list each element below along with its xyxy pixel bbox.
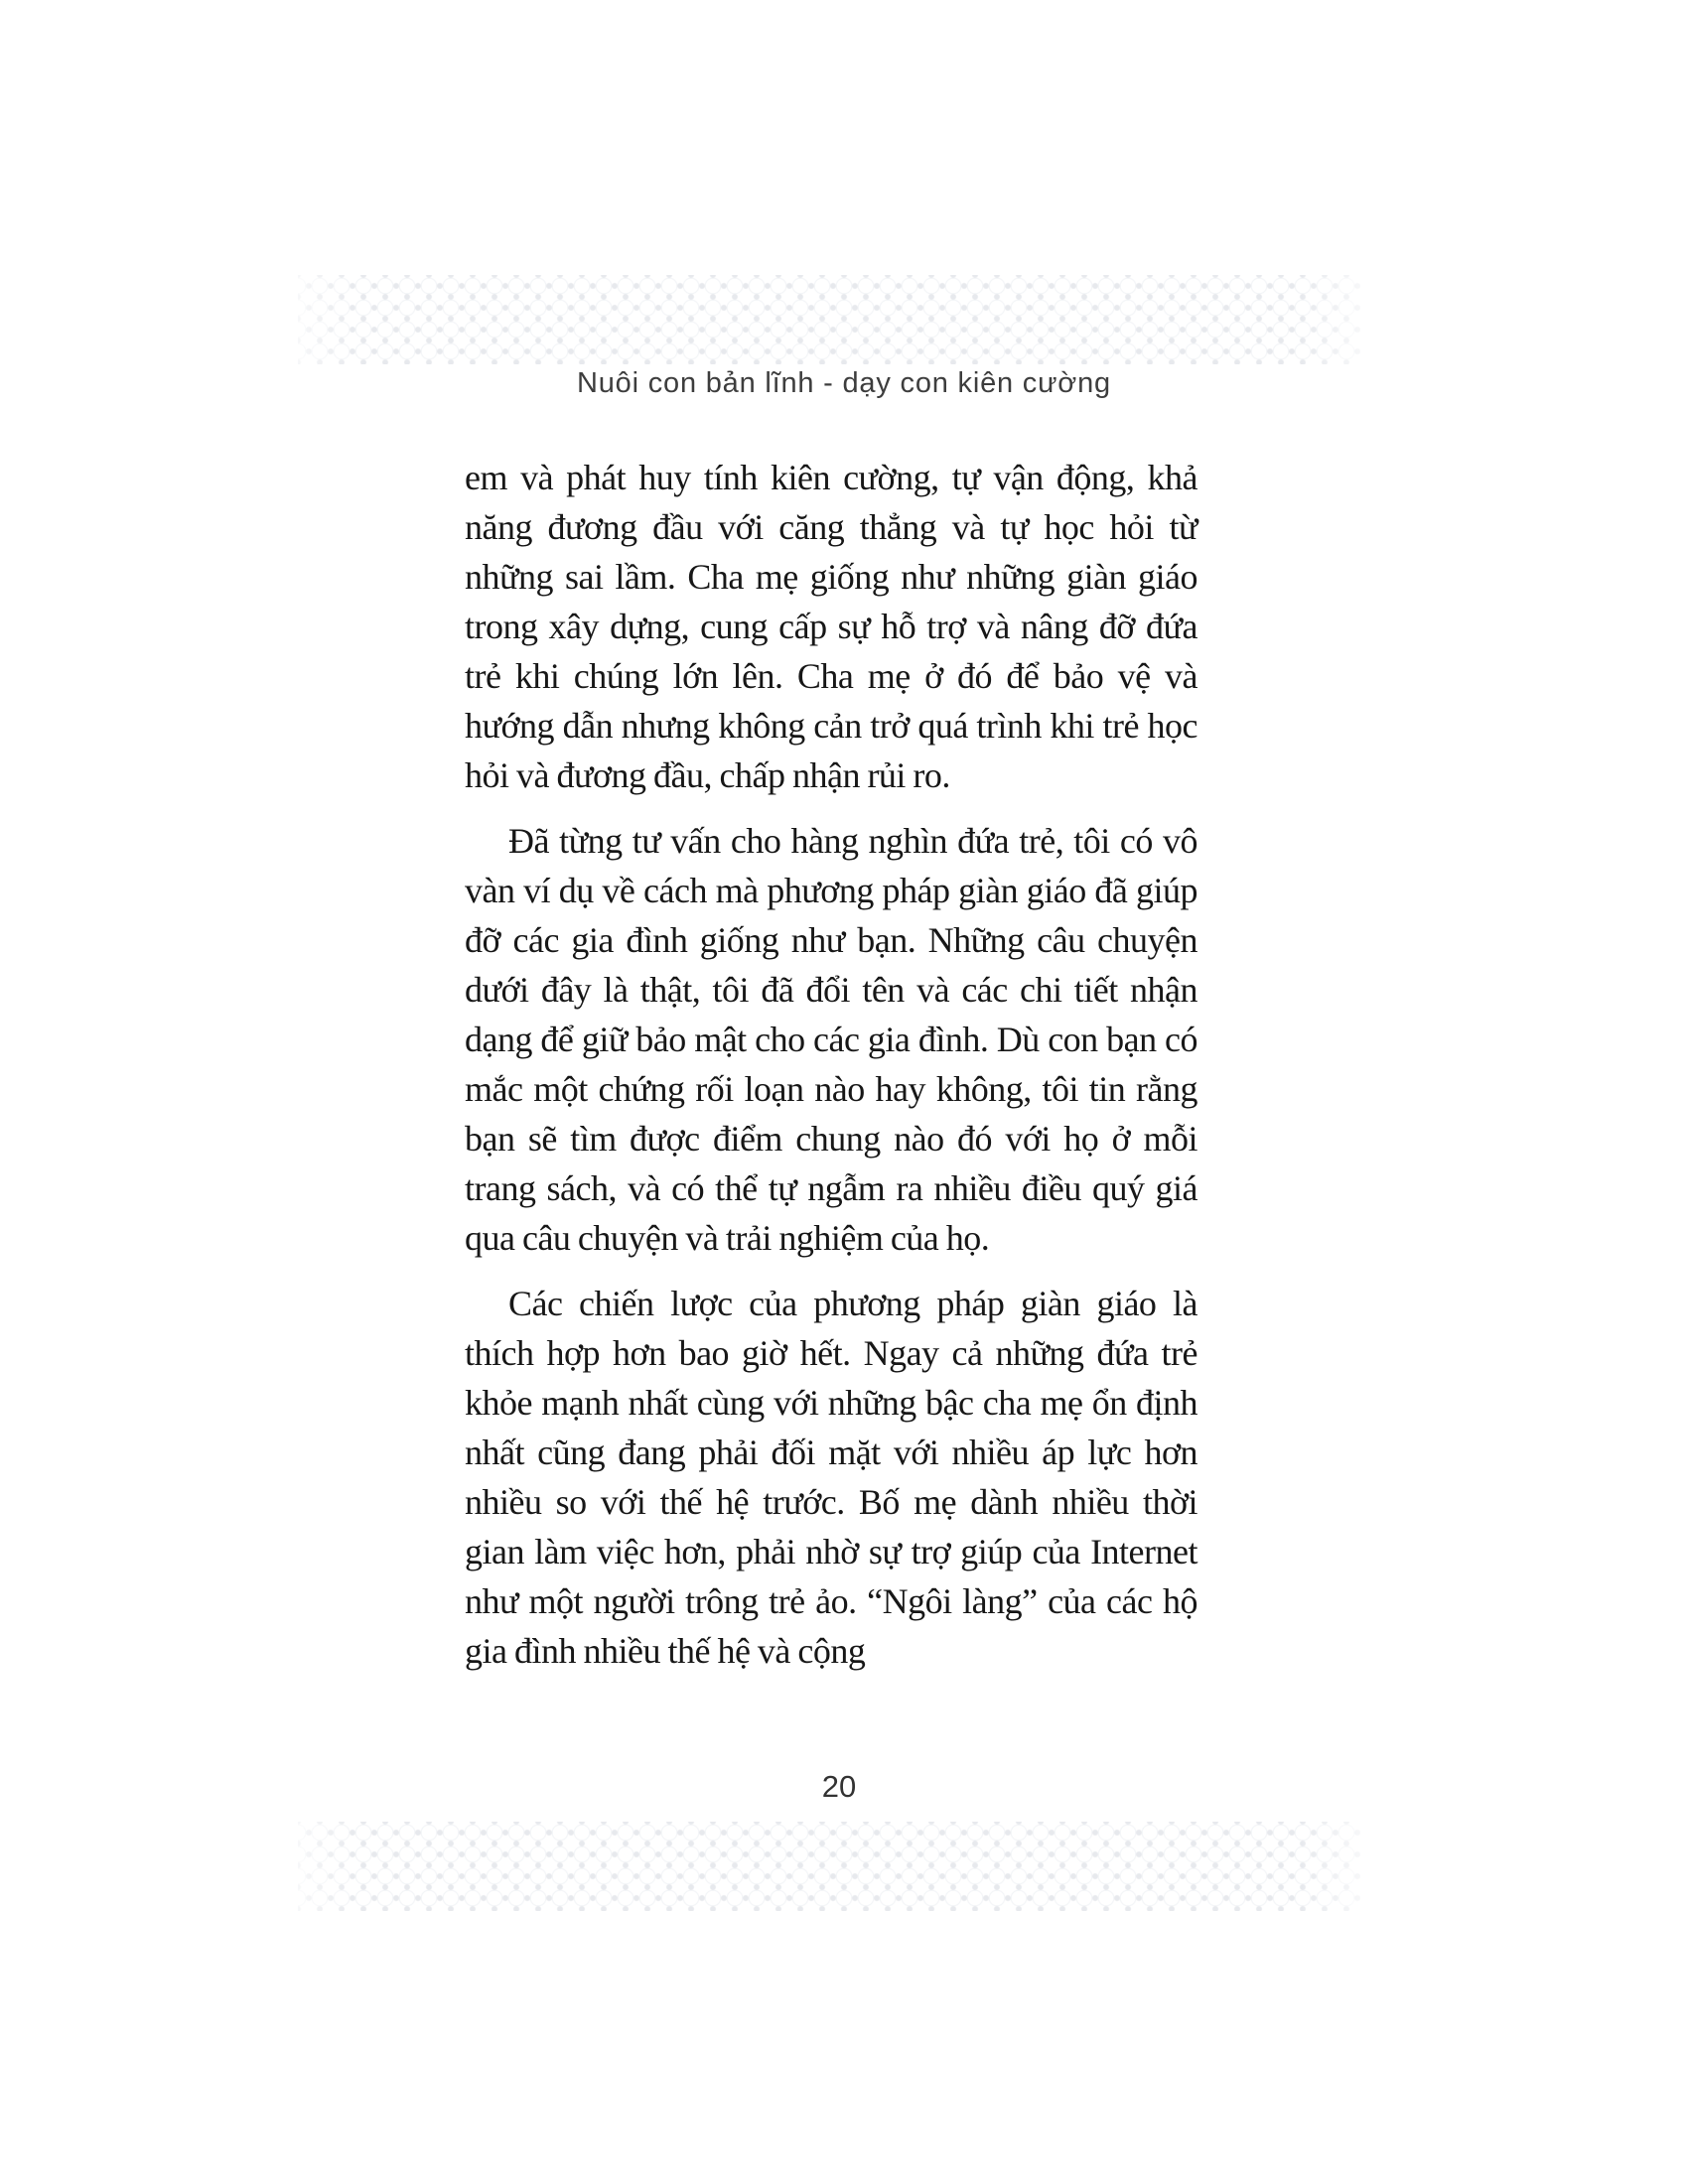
page-number: 20 (821, 1769, 857, 1804)
body-text (465, 453, 1197, 1676)
paragraph-3: Các chiến lược của phương pháp giàn giáo là thích hợp hơn bao giờ hết. Ngay cả những đứa trẻ khỏe mạnh nhất cùng với những bậc cha mẹ ổn định nhất cũng đang phải đối mặt với nhiều áp lực hơn nhiều so với thế hệ trước. Bố mẹ dành nhiều thời gian làm việc hơn, phải nhờ sự trợ giúp của Internet như một người trông trẻ ảo. “Ngôi làng” của các hộ gia đình nhiều thế hệ và cộng (465, 1284, 1197, 1671)
dot-texture-bottom (298, 1822, 1360, 1911)
dot-texture-top (298, 275, 1360, 364)
running-header: Nuôi con bản lĩnh - dạy con kiên cường (577, 367, 1111, 399)
paragraph-2: Đã từng tư vấn cho hàng nghìn đứa trẻ, tôi có vô vàn ví dụ về cách mà phương pháp giàn giáo đã giúp đỡ các gia đình giống như bạn. Những câu chuyện dưới đây là thật, tôi đã đổi tên và các chi tiết nhận dạng để giữ bảo mật cho các gia đình. Dù con bạn có mắc một chứng rối loạn nào hay không, tôi tin rằng bạn sẽ tìm được điểm chung nào đó với họ ở mỗi trang sách, và có thể tự ngẫm ra nhiều điều quý giá qua câu chuyện và trải nghiệm của họ. (465, 821, 1197, 1258)
paragraph-1: em và phát huy tính kiên cường, tự vận động, khả năng đương đầu với căng thẳng và tự học hỏi từ những sai lầm. Cha mẹ giống như những giàn giáo trong xây dựng, cung cấp sự hỗ trợ và nâng đỡ đứa trẻ khi chúng lớn lên. Cha mẹ ở đó để bảo vệ và hướng dẫn nhưng không cản trở quá trình khi trẻ học hỏi và đương đầu, chấp nhận rủi ro. (465, 458, 1197, 795)
